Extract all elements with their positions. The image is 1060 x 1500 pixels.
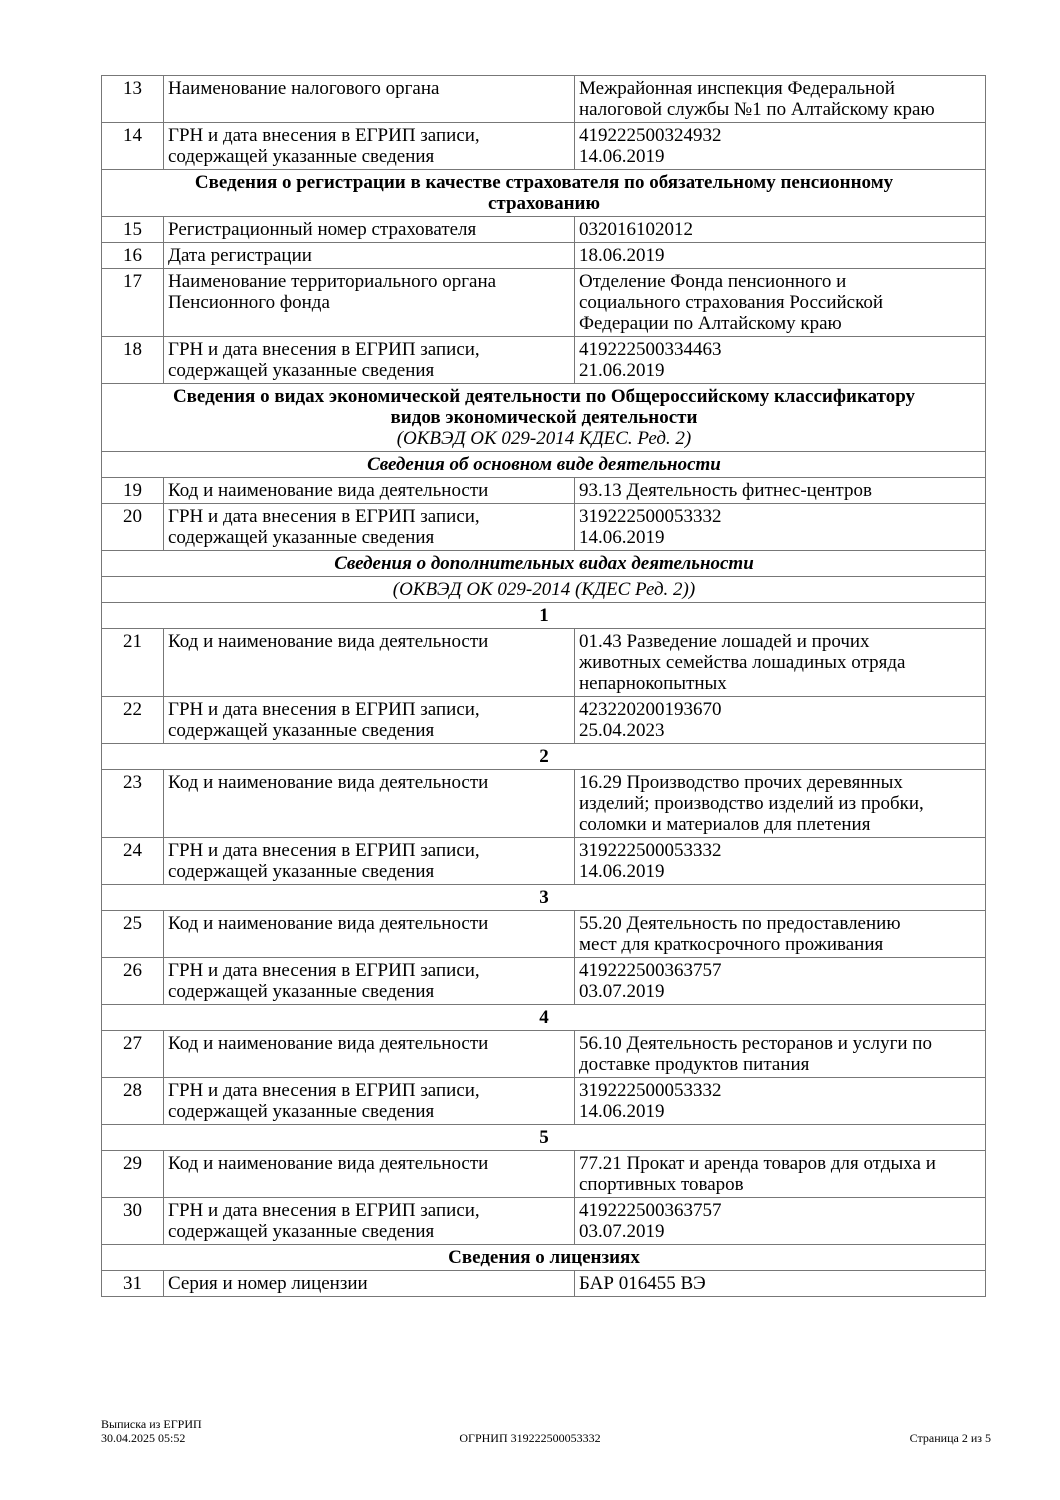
row-value: 032016102012 bbox=[575, 217, 986, 243]
group-number bbox=[102, 1125, 986, 1151]
group-number bbox=[102, 1005, 986, 1031]
row-label: Наименование налогового органа bbox=[164, 76, 575, 123]
row-value: 419222500363757 03.07.2019 bbox=[575, 958, 986, 1005]
row-number: 30 bbox=[102, 1198, 164, 1245]
row-value: 419222500363757 03.07.2019 bbox=[575, 1198, 986, 1245]
row-number: 24 bbox=[102, 838, 164, 885]
row-label: Код и наименование вида деятельности bbox=[164, 478, 575, 504]
group-number bbox=[102, 603, 986, 629]
footer-ogrnip: ОГРНИП 319222500053332 bbox=[459, 1431, 601, 1445]
subsection-heading-text: Сведения об основном виде деятельности bbox=[367, 454, 721, 475]
table-row bbox=[102, 629, 986, 697]
row-number: 17 bbox=[102, 269, 164, 337]
row-number: 28 bbox=[102, 1078, 164, 1125]
row-value: 93.13 Деятельность фитнес-центров bbox=[575, 478, 986, 504]
section-heading-text: Сведения о регистрации в качестве страхователя по обязательному пенсионному страхованию bbox=[194, 172, 894, 214]
row-number: 27 bbox=[102, 1031, 164, 1078]
table-row bbox=[102, 123, 986, 170]
table-body bbox=[102, 76, 986, 1297]
row-value: 419222500334463 21.06.2019 bbox=[575, 337, 986, 384]
row-number: 18 bbox=[102, 337, 164, 384]
group-number-text: 1 bbox=[539, 605, 549, 626]
row-number: 20 bbox=[102, 504, 164, 551]
group-number-text: 4 bbox=[539, 1007, 549, 1028]
row-label: ГРН и дата внесения в ЕГРИП записи, содержащей указанные сведения bbox=[164, 504, 575, 551]
row-number: 31 bbox=[102, 1271, 164, 1297]
classifier-note-row bbox=[102, 577, 986, 603]
table-row bbox=[102, 958, 986, 1005]
table-row bbox=[102, 1198, 986, 1245]
group-number-row bbox=[102, 885, 986, 911]
row-value: 319222500053332 14.06.2019 bbox=[575, 1078, 986, 1125]
row-value: БАР 016455 ВЭ bbox=[575, 1271, 986, 1297]
row-label: Код и наименование вида деятельности bbox=[164, 629, 575, 697]
row-value: 319222500053332 14.06.2019 bbox=[575, 504, 986, 551]
group-number-row bbox=[102, 603, 986, 629]
group-number bbox=[102, 885, 986, 911]
table-row bbox=[102, 838, 986, 885]
footer-datetime: 30.04.2025 05:52 bbox=[101, 1431, 186, 1445]
table-row bbox=[102, 337, 986, 384]
row-value: Отделение Фонда пенсионного и социального страхования Российской Федерации по Алтайскому краю bbox=[575, 269, 986, 337]
row-number: 19 bbox=[102, 478, 164, 504]
table-row bbox=[102, 1031, 986, 1078]
section-heading-text: Сведения о лицензиях bbox=[448, 1247, 640, 1268]
table-row bbox=[102, 1151, 986, 1198]
section-heading-row bbox=[102, 384, 986, 452]
row-label: ГРН и дата внесения в ЕГРИП записи, содержащей указанные сведения bbox=[164, 958, 575, 1005]
section-heading bbox=[102, 170, 986, 217]
subsection-heading-text: Сведения о дополнительных видах деятельности bbox=[334, 553, 754, 574]
row-number: 22 bbox=[102, 697, 164, 744]
table-row bbox=[102, 911, 986, 958]
row-value: 77.21 Прокат и аренда товаров для отдыха и спортивных товаров bbox=[575, 1151, 986, 1198]
section-heading-row bbox=[102, 1245, 986, 1271]
row-number: 26 bbox=[102, 958, 164, 1005]
group-number-row bbox=[102, 744, 986, 770]
row-label: Серия и номер лицензии bbox=[164, 1271, 575, 1297]
row-number: 15 bbox=[102, 217, 164, 243]
section-heading bbox=[102, 1245, 986, 1271]
row-value: 56.10 Деятельность ресторанов и услуги по доставке продуктов питания bbox=[575, 1031, 986, 1078]
group-number-text: 2 bbox=[539, 746, 549, 767]
row-label: Наименование территориального органа Пенсионного фонда bbox=[164, 269, 575, 337]
section-heading bbox=[102, 384, 986, 452]
row-value: 18.06.2019 bbox=[575, 243, 986, 269]
subsection-heading-row bbox=[102, 551, 986, 577]
row-number: 23 bbox=[102, 770, 164, 838]
row-value: 419222500324932 14.06.2019 bbox=[575, 123, 986, 170]
table-row bbox=[102, 504, 986, 551]
row-number: 16 bbox=[102, 243, 164, 269]
footer-page-number: Страница 2 из 5 bbox=[909, 1431, 991, 1445]
row-value: 423220200193670 25.04.2023 bbox=[575, 697, 986, 744]
row-value: 319222500053332 14.06.2019 bbox=[575, 838, 986, 885]
row-label: ГРН и дата внесения в ЕГРИП записи, содержащей указанные сведения bbox=[164, 838, 575, 885]
row-number: 21 bbox=[102, 629, 164, 697]
section-heading-text: Сведения о видах экономической деятельности по Общероссийскому классификатору видов экономической деятельности bbox=[172, 386, 916, 428]
row-number: 25 bbox=[102, 911, 164, 958]
row-value: 16.29 Производство прочих деревянных изделий; производство изделий из пробки, соломки и материалов для плетения bbox=[575, 770, 986, 838]
footer-doc-name: Выписка из ЕГРИП bbox=[101, 1417, 202, 1431]
row-label: Код и наименование вида деятельности bbox=[164, 770, 575, 838]
row-value: Межрайонная инспекция Федеральной налоговой службы №1 по Алтайскому краю bbox=[575, 76, 986, 123]
row-number: 29 bbox=[102, 1151, 164, 1198]
table-row bbox=[102, 76, 986, 123]
row-value: 01.43 Разведение лошадей и прочих животных семейства лошадиных отряда непарнокопытных bbox=[575, 629, 986, 697]
row-label: Код и наименование вида деятельности bbox=[164, 1151, 575, 1198]
subsection-heading-row bbox=[102, 452, 986, 478]
row-label: ГРН и дата внесения в ЕГРИП записи, содержащей указанные сведения bbox=[164, 1078, 575, 1125]
row-label: Регистрационный номер страхователя bbox=[164, 217, 575, 243]
section-heading-row bbox=[102, 170, 986, 217]
table-row bbox=[102, 1078, 986, 1125]
table-row bbox=[102, 770, 986, 838]
row-number: 13 bbox=[102, 76, 164, 123]
row-label: ГРН и дата внесения в ЕГРИП записи, содержащей указанные сведения bbox=[164, 337, 575, 384]
subsection-heading bbox=[102, 551, 986, 577]
table-row bbox=[102, 697, 986, 744]
table-row bbox=[102, 243, 986, 269]
row-number: 14 bbox=[102, 123, 164, 170]
group-number-row bbox=[102, 1005, 986, 1031]
row-label: Код и наименование вида деятельности bbox=[164, 911, 575, 958]
egrip-extract-table bbox=[101, 75, 986, 1297]
table-row bbox=[102, 478, 986, 504]
classifier-note bbox=[102, 577, 986, 603]
row-label: Дата регистрации bbox=[164, 243, 575, 269]
row-label: ГРН и дата внесения в ЕГРИП записи, содержащей указанные сведения bbox=[164, 123, 575, 170]
table-row bbox=[102, 269, 986, 337]
row-label: ГРН и дата внесения в ЕГРИП записи, содержащей указанные сведения bbox=[164, 1198, 575, 1245]
row-label: Код и наименование вида деятельности bbox=[164, 1031, 575, 1078]
row-label: ГРН и дата внесения в ЕГРИП записи, содержащей указанные сведения bbox=[164, 697, 575, 744]
table-row bbox=[102, 217, 986, 243]
group-number-text: 5 bbox=[539, 1127, 549, 1148]
section-subheading: (ОКВЭД ОК 029-2014 КДЕС. Ред. 2) bbox=[396, 428, 692, 449]
subsection-heading bbox=[102, 452, 986, 478]
table-row bbox=[102, 1271, 986, 1297]
classifier-note-text: (ОКВЭД ОК 029-2014 (КДЕС Ред. 2)) bbox=[392, 579, 696, 600]
group-number bbox=[102, 744, 986, 770]
group-number-text: 3 bbox=[539, 887, 549, 908]
row-value: 55.20 Деятельность по предоставлению мест для краткосрочного проживания bbox=[575, 911, 986, 958]
group-number-row bbox=[102, 1125, 986, 1151]
